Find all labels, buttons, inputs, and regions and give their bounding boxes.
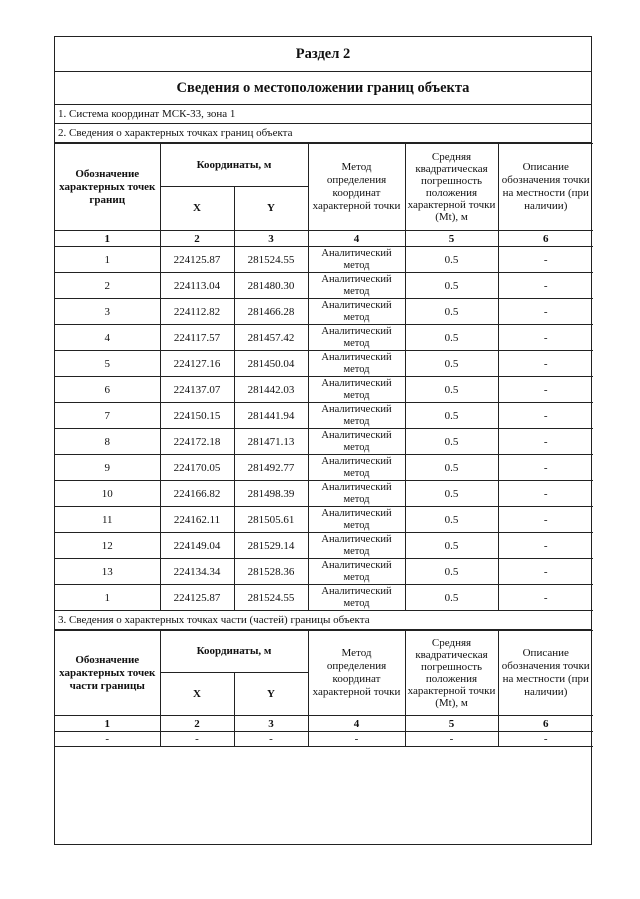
description-cell: - [498, 585, 593, 611]
point-number-cell: 6 [55, 377, 160, 403]
y-coordinate-cell: 281457.42 [234, 325, 308, 351]
header-method: Метод определения координат характерной точки [308, 631, 405, 716]
method-cell: Аналитический метод [308, 507, 405, 533]
y-coordinate-cell: 281471.13 [234, 429, 308, 455]
column-number: 3 [234, 716, 308, 732]
header-error: Средняя квадратическая погрешность положения характерной точки (Mt), м [405, 144, 498, 231]
method-cell: Аналитический метод [308, 455, 405, 481]
error-cell: 0.5 [405, 403, 498, 429]
error-cell: 0.5 [405, 273, 498, 299]
method-cell: Аналитический метод [308, 273, 405, 299]
point-number-cell: 7 [55, 403, 160, 429]
description-cell: - [498, 325, 593, 351]
y-coordinate-cell: 281498.39 [234, 481, 308, 507]
method-cell: Аналитический метод [308, 351, 405, 377]
part2-title: 2. Сведения о характерных точках границ объекта [55, 124, 591, 143]
point-number-cell: 2 [55, 273, 160, 299]
point-row [55, 299, 593, 325]
method-cell: Аналитический метод [308, 429, 405, 455]
y-coordinate-cell: 281442.03 [234, 377, 308, 403]
x-coordinate-cell: 224149.04 [160, 533, 234, 559]
column-number: 4 [308, 231, 405, 247]
header-error: Средняя квадратическая погрешность положения характерной точки (Mt), м [405, 631, 498, 716]
column-number: 5 [405, 231, 498, 247]
x-coordinate-cell: 224166.82 [160, 481, 234, 507]
error-cell: 0.5 [405, 351, 498, 377]
header-x: X [160, 187, 234, 231]
point-row [55, 559, 593, 585]
x-coordinate-cell: 224117.57 [160, 325, 234, 351]
point-row [55, 273, 593, 299]
point-row [55, 377, 593, 403]
error-cell: 0.5 [405, 325, 498, 351]
point-row [55, 455, 593, 481]
x-coordinate-cell: 224162.11 [160, 507, 234, 533]
point-number-cell: 5 [55, 351, 160, 377]
part-points-table [55, 630, 593, 747]
column-number-row [55, 231, 593, 247]
x-coordinate-cell: 224134.34 [160, 559, 234, 585]
y-coordinate-cell: 281492.77 [234, 455, 308, 481]
column-number: 2 [160, 716, 234, 732]
method-cell: Аналитический метод [308, 377, 405, 403]
error-cell: 0.5 [405, 559, 498, 585]
part-points-body [55, 732, 593, 747]
boundary-points-table [55, 143, 593, 611]
description-cell: - [498, 273, 593, 299]
header-y: Y [234, 187, 308, 231]
column-number: 4 [308, 716, 405, 732]
description-cell: - [498, 429, 593, 455]
description-cell: - [498, 403, 593, 429]
description-cell: - [498, 299, 593, 325]
header-designation: Обозначение характерных точек границ [55, 144, 160, 231]
error-cell: 0.5 [405, 455, 498, 481]
column-number: 6 [498, 231, 593, 247]
column-number: 5 [405, 716, 498, 732]
point-number-cell: 3 [55, 299, 160, 325]
description-cell: - [498, 559, 593, 585]
error-cell: 0.5 [405, 299, 498, 325]
y-coordinate-cell: 281524.55 [234, 585, 308, 611]
error-cell: - [405, 732, 498, 747]
y-coordinate-cell: 281441.94 [234, 403, 308, 429]
header-description: Описание обозначения точки на местности (при наличии) [498, 144, 593, 231]
y-coordinate-cell: 281528.36 [234, 559, 308, 585]
header-designation: Обозначение характерных точек части границы [55, 631, 160, 716]
part-point-row [55, 732, 593, 747]
column-number: 2 [160, 231, 234, 247]
y-coordinate-cell: 281466.28 [234, 299, 308, 325]
y-coordinate-cell: 281524.55 [234, 247, 308, 273]
y-coordinate-cell: 281480.30 [234, 273, 308, 299]
point-number-cell: 13 [55, 559, 160, 585]
point-row [55, 403, 593, 429]
header-description: Описание обозначения точки на местности (при наличии) [498, 631, 593, 716]
method-cell: Аналитический метод [308, 299, 405, 325]
description-cell: - [498, 351, 593, 377]
column-number-row [55, 716, 593, 732]
x-coordinate-cell: - [160, 732, 234, 747]
point-number-cell: 10 [55, 481, 160, 507]
x-coordinate-cell: 224172.18 [160, 429, 234, 455]
error-cell: 0.5 [405, 247, 498, 273]
description-cell: - [498, 455, 593, 481]
section-subtitle: Сведения о местоположении границ объекта [55, 72, 591, 105]
point-row [55, 533, 593, 559]
header-coordinates: Координаты, м [160, 144, 308, 187]
header-method: Метод определения координат характерной точки [308, 144, 405, 231]
point-number-cell: 1 [55, 585, 160, 611]
error-cell: 0.5 [405, 429, 498, 455]
method-cell: Аналитический метод [308, 481, 405, 507]
point-number-cell: 9 [55, 455, 160, 481]
method-cell: Аналитический метод [308, 559, 405, 585]
point-row [55, 351, 593, 377]
y-coordinate-cell: 281529.14 [234, 533, 308, 559]
point-number-cell: - [55, 732, 160, 747]
x-coordinate-cell: 224137.07 [160, 377, 234, 403]
point-row [55, 507, 593, 533]
y-coordinate-cell: 281505.61 [234, 507, 308, 533]
method-cell: Аналитический метод [308, 585, 405, 611]
error-cell: 0.5 [405, 507, 498, 533]
description-cell: - [498, 533, 593, 559]
x-coordinate-cell: 224112.82 [160, 299, 234, 325]
header-coordinates: Координаты, м [160, 631, 308, 673]
section-title: Раздел 2 [55, 37, 591, 72]
point-number-cell: 11 [55, 507, 160, 533]
coord-system-line: 1. Система координат МСК-33, зона 1 [55, 105, 591, 124]
x-coordinate-cell: 224170.05 [160, 455, 234, 481]
column-number: 1 [55, 231, 160, 247]
point-row [55, 585, 593, 611]
x-coordinate-cell: 224150.15 [160, 403, 234, 429]
error-cell: 0.5 [405, 481, 498, 507]
y-coordinate-cell: 281450.04 [234, 351, 308, 377]
point-row [55, 481, 593, 507]
description-cell: - [498, 507, 593, 533]
point-number-cell: 1 [55, 247, 160, 273]
y-coordinate-cell: - [234, 732, 308, 747]
method-cell: Аналитический метод [308, 403, 405, 429]
description-cell: - [498, 377, 593, 403]
x-coordinate-cell: 224127.16 [160, 351, 234, 377]
error-cell: 0.5 [405, 377, 498, 403]
description-cell: - [498, 481, 593, 507]
header-x: X [160, 673, 234, 716]
header-y: Y [234, 673, 308, 716]
column-number: 6 [498, 716, 593, 732]
method-cell: - [308, 732, 405, 747]
point-row [55, 247, 593, 273]
method-cell: Аналитический метод [308, 325, 405, 351]
point-number-cell: 12 [55, 533, 160, 559]
point-row [55, 325, 593, 351]
method-cell: Аналитический метод [308, 247, 405, 273]
point-number-cell: 8 [55, 429, 160, 455]
column-number: 3 [234, 231, 308, 247]
error-cell: 0.5 [405, 533, 498, 559]
part3-title: 3. Сведения о характерных точках части (частей) границы объекта [55, 611, 591, 630]
x-coordinate-cell: 224113.04 [160, 273, 234, 299]
description-cell: - [498, 732, 593, 747]
point-number-cell: 4 [55, 325, 160, 351]
point-row [55, 429, 593, 455]
points-body [55, 247, 593, 611]
column-number: 1 [55, 716, 160, 732]
description-cell: - [498, 247, 593, 273]
x-coordinate-cell: 224125.87 [160, 247, 234, 273]
document-frame [54, 36, 592, 845]
method-cell: Аналитический метод [308, 533, 405, 559]
x-coordinate-cell: 224125.87 [160, 585, 234, 611]
error-cell: 0.5 [405, 585, 498, 611]
